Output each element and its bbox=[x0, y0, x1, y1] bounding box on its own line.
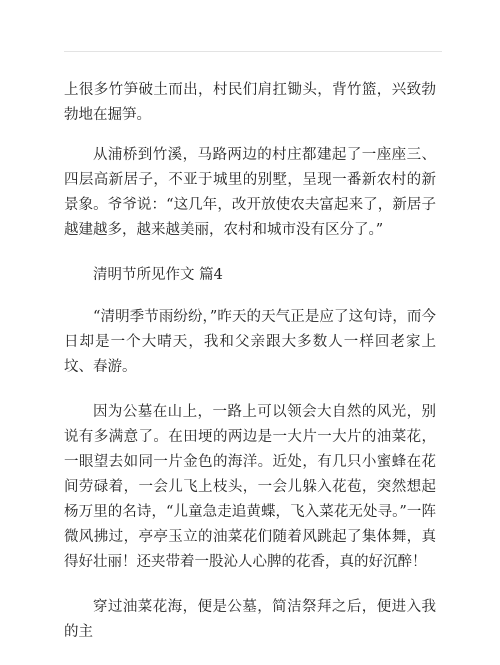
paragraph-continued: 上很多竹笋破土而出，村民们肩扛锄头，背竹篮，兴致勃勃地在掘笋。 bbox=[64, 82, 436, 123]
article-body bbox=[64, 78, 436, 665]
paragraph-cemetery: 穿过油菜花海，便是公墓，简洁祭拜之后，便进入我的主 bbox=[64, 599, 436, 640]
paragraph-village: 从浦桥到竹溪，马路两边的村庄都建起了一座座三、四层高新居子，不亚于城里的别墅，呈现一番新农村的新景象。爷爷说：“这几年，改开放使农夫富起来了，新居子越建越多，越来越美丽，农村和城市没有区分了。” bbox=[64, 147, 436, 238]
paragraph-qingming: “清明季节雨纷纷，”昨天的天气正是应了这句诗，而今日却是一个大晴天，我和父亲跟大多数人一样回老家上坟、春游。 bbox=[64, 309, 436, 375]
top-divider bbox=[64, 51, 442, 52]
section-title: 清明节所见作文 篇4 bbox=[93, 267, 223, 283]
paragraph-rapeseed-flowers: 因为公墓在山上，一路上可以领会大自然的风光，别说有多满意了。在田埂的两边是一大片一大片的油菜花，一眼望去如同一片金色的海洋。近处，有几只小蜜蜂在花间劳碌着，一会儿飞上枝头，一会儿躲入花苞，突然想起杨万里的名诗，“儿童急走追黄蝶，飞入菜花无处寻。”一阵微风拂过，亭亭玉立的油菜花们随着风跳起了集体舞，真得好壮丽！还夹带着一股沁人心脾的花香，真的好沉醉！ bbox=[64, 404, 436, 570]
